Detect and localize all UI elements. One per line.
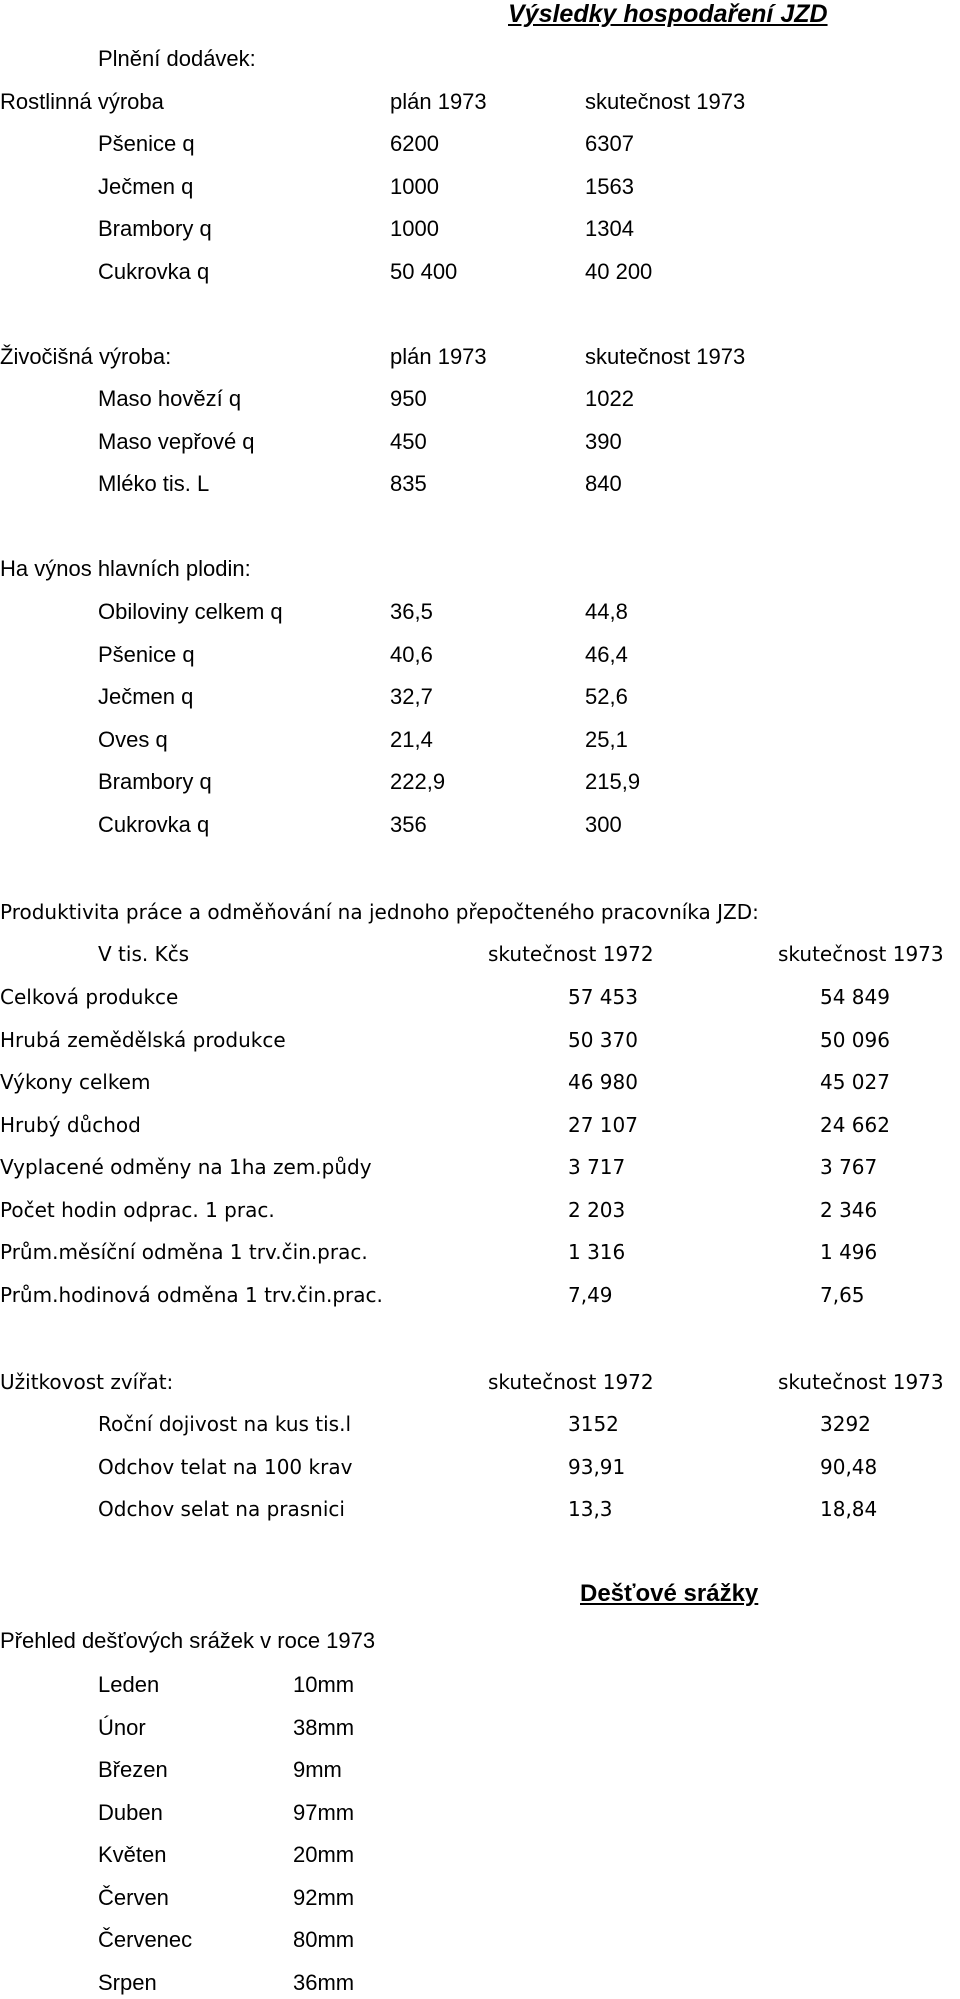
vynos-row-4-cell-2: 215,9 [585, 769, 641, 794]
produktivita-row-0-cell-0: Celková produkce [0, 985, 179, 1009]
zivocisna-row-1-cell-1: 450 [390, 428, 427, 454]
zivocisna-row-2-cell-0: Mléko tis. L [98, 471, 210, 496]
rostlinna-row-2-cell-2: 1304 [585, 216, 634, 241]
produktivita-row-3-cell-0: Hrubý důchod [0, 1112, 141, 1137]
zivocisna-row-0-cell-2: 1022 [585, 386, 634, 411]
produktivita-row-0-cell-1: 57 453 [568, 985, 638, 1009]
rostlinna-header-label: Rostlinná výroba [0, 89, 164, 114]
vynos-row-2-cell-1: 32,7 [390, 684, 433, 709]
produktivita-row-1-cell-2: 50 096 [820, 1027, 890, 1052]
srazky-row-6-cell-1: 80mm [293, 1927, 355, 1952]
uzitkovost-row-1-cell-0: Odchov telat na 100 krav [98, 1454, 353, 1479]
produktivita-row-1-cell-1: 50 370 [568, 1027, 638, 1052]
srazky-row-0-cell-1: 10mm [293, 1672, 355, 1697]
srazky-row-7-cell-1: 36mm [293, 1969, 355, 1995]
srazky-row-2-cell-0: Březen [98, 1757, 168, 1782]
rostlinna-row-2-cell-0: Brambory q [98, 216, 212, 241]
vynos-row-1-cell-2: 46,4 [585, 641, 628, 667]
srazky-row-0-cell-0: Leden [98, 1672, 160, 1697]
produktivita-row-6-cell-0: Prům.měsíční odměna 1 trv.čin.prac. [0, 1240, 368, 1264]
produktivita-row-4-cell-2: 3 767 [820, 1155, 878, 1179]
produktivita-row-7-cell-1: 7,49 [568, 1282, 613, 1307]
rostlinna-row-3-cell-2: 40 200 [585, 258, 653, 284]
uzitkovost-header-label: Užitkovost zvířat: [0, 1370, 174, 1394]
produktivita-row-2-cell-1: 46 980 [568, 1070, 638, 1094]
produktivita-row-4-cell-0: Vyplacené odměny na 1ha zem.půdy [0, 1155, 372, 1179]
srazky-row-5-cell-1: 92mm [293, 1884, 355, 1910]
produktivita-row-5-cell-2: 2 346 [820, 1197, 878, 1222]
produktivita-header: Produktivita práce a odměňování na jednoho přepočteného pracovníka JZD: [0, 900, 759, 924]
uzitkovost-row-1-cell-2: 90,48 [820, 1454, 878, 1479]
srazky-header: Přehled dešťových srážek v roce 1973 [0, 1628, 376, 1653]
rostlinna-row-3-cell-1: 50 400 [390, 258, 458, 284]
vynos-row-0-cell-2: 44,8 [585, 599, 628, 624]
produktivita-row-7-cell-0: Prům.hodinová odměna 1 trv.čin.prac. [0, 1282, 383, 1307]
produktivita-col-unit: V tis. Kčs [98, 942, 190, 966]
rostlinna-row-0-cell-1: 6200 [390, 131, 439, 156]
zivocisna-header-plan: plán 1973 [390, 344, 487, 369]
produktivita-col-1972: skutečnost 1972 [488, 942, 654, 966]
srazky-row-6-cell-0: Červenec [98, 1927, 193, 1952]
produktivita-row-3-cell-1: 27 107 [568, 1112, 638, 1137]
uzitkovost-row-0-cell-2: 3292 [820, 1412, 871, 1436]
zivocisna-row-1-cell-2: 390 [585, 428, 622, 454]
produktivita-row-0-cell-2: 54 849 [820, 985, 890, 1009]
uzitkovost-header-1973: skutečnost 1973 [778, 1370, 944, 1394]
srazky-row-4-cell-1: 20mm [293, 1842, 355, 1867]
uzitkovost-row-2-cell-2: 18,84 [820, 1497, 878, 1521]
vynos-row-5-cell-0: Cukrovka q [98, 811, 210, 837]
uzitkovost-row-2-cell-0: Odchov selat na prasnici [98, 1497, 345, 1521]
produktivita-row-1-cell-0: Hrubá zemědělská produkce [0, 1027, 286, 1052]
vynos-row-3-cell-2: 25,1 [585, 726, 628, 752]
vynos-header: Ha výnos hlavních plodin: [0, 556, 251, 581]
uzitkovost-header-1972: skutečnost 1972 [488, 1370, 654, 1394]
vynos-row-3-cell-0: Oves q [98, 726, 168, 752]
srazky-row-1-cell-0: Únor [98, 1714, 146, 1740]
vynos-row-5-cell-2: 300 [585, 811, 622, 837]
produktivita-row-6-cell-1: 1 316 [568, 1240, 626, 1264]
rostlinna-row-1-cell-0: Ječmen q [98, 173, 194, 199]
rostlinna-row-0-cell-0: Pšenice q [98, 131, 195, 156]
produktivita-row-2-cell-0: Výkony celkem [0, 1070, 151, 1094]
srazky-row-1-cell-1: 38mm [293, 1714, 355, 1740]
rostlinna-row-1-cell-2: 1563 [585, 173, 634, 199]
vynos-row-3-cell-1: 21,4 [390, 726, 433, 752]
vynos-row-4-cell-0: Brambory q [98, 769, 212, 794]
srazky-row-3-cell-1: 97mm [293, 1799, 355, 1825]
vynos-row-4-cell-1: 222,9 [390, 769, 446, 794]
zivocisna-row-1-cell-0: Maso vepřové q [98, 428, 255, 454]
rostlinna-header-plan: plán 1973 [390, 89, 487, 114]
produktivita-row-7-cell-2: 7,65 [820, 1282, 865, 1307]
vynos-row-0-cell-1: 36,5 [390, 599, 433, 624]
vynos-row-2-cell-0: Ječmen q [98, 684, 194, 709]
srazky-row-7-cell-0: Srpen [98, 1969, 157, 1995]
uzitkovost-row-1-cell-1: 93,91 [568, 1454, 626, 1479]
zivocisna-header-label: Živočišná výroba: [0, 344, 172, 369]
produktivita-row-4-cell-1: 3 717 [568, 1155, 626, 1179]
zivocisna-row-0-cell-0: Maso hovězí q [98, 386, 242, 411]
vynos-row-0-cell-0: Obiloviny celkem q [98, 599, 283, 624]
rostlinna-row-2-cell-1: 1000 [390, 216, 439, 241]
srazky-row-3-cell-0: Duben [98, 1799, 163, 1825]
zivocisna-row-0-cell-1: 950 [390, 386, 427, 411]
vynos-row-1-cell-0: Pšenice q [98, 641, 195, 667]
vynos-row-5-cell-1: 356 [390, 811, 427, 837]
srazky-title: Dešťové srážky [580, 1580, 759, 1607]
produktivita-row-5-cell-1: 2 203 [568, 1197, 626, 1222]
zivocisna-header-skut: skutečnost 1973 [585, 344, 746, 369]
produktivita-row-3-cell-2: 24 662 [820, 1112, 890, 1137]
vynos-row-2-cell-2: 52,6 [585, 684, 628, 709]
produktivita-row-2-cell-2: 45 027 [820, 1070, 890, 1094]
rostlinna-row-0-cell-2: 6307 [585, 131, 634, 156]
produktivita-row-5-cell-0: Počet hodin odprac. 1 prac. [0, 1197, 275, 1222]
srazky-row-2-cell-1: 9mm [293, 1757, 342, 1782]
zivocisna-row-2-cell-2: 840 [585, 471, 622, 496]
plneni-label: Plnění dodávek: [98, 46, 256, 71]
vynos-row-1-cell-1: 40,6 [390, 641, 433, 667]
page-title: Výsledky hospodaření JZD [508, 0, 828, 28]
uzitkovost-row-2-cell-1: 13,3 [568, 1497, 613, 1521]
produktivita-row-6-cell-2: 1 496 [820, 1240, 878, 1264]
srazky-row-4-cell-0: Květen [98, 1842, 167, 1867]
produktivita-col-1973: skutečnost 1973 [778, 942, 944, 966]
rostlinna-row-1-cell-1: 1000 [390, 173, 439, 199]
rostlinna-header-skut: skutečnost 1973 [585, 89, 746, 114]
uzitkovost-row-0-cell-1: 3152 [568, 1412, 619, 1436]
zivocisna-row-2-cell-1: 835 [390, 471, 427, 496]
srazky-row-5-cell-0: Červen [98, 1884, 169, 1910]
uzitkovost-row-0-cell-0: Roční dojivost na kus tis.l [98, 1412, 351, 1436]
rostlinna-row-3-cell-0: Cukrovka q [98, 258, 210, 284]
